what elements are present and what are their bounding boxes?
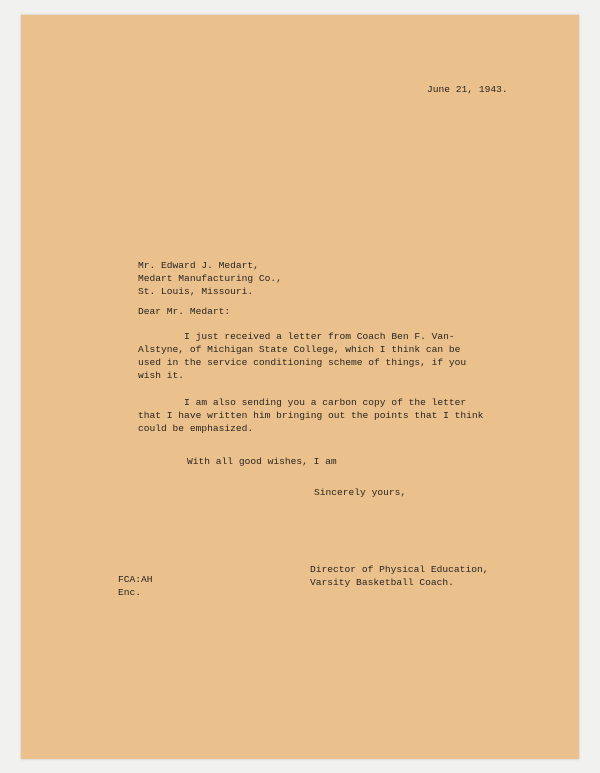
recipient-company: Medart Manufacturing Co., (138, 273, 282, 284)
body-paragraph-1 (138, 330, 466, 382)
body-paragraph-3: With all good wishes, I am (187, 456, 337, 467)
recipient-name: Mr. Edward J. Medart, (138, 260, 259, 271)
reference-line: FCA:AH (118, 574, 153, 585)
paragraph-line: wish it. (138, 370, 185, 381)
paragraph-line: I am also sending you a carbon copy of the letter (138, 397, 467, 408)
closing: Sincerely yours, (314, 487, 407, 498)
signature-line: Varsity Basketball Coach. (310, 577, 454, 588)
signature-title (310, 563, 488, 589)
reference-initials (118, 573, 153, 599)
body-paragraph-2 (138, 396, 483, 435)
paragraph-line: that I have written him bringing out the points that I think (138, 410, 484, 421)
letter-page (21, 15, 579, 759)
paragraph-line: I just received a letter from Coach Ben F. Van- (138, 331, 455, 342)
paragraph-line: Alstyne, of Michigan State College, which I think can be (138, 344, 461, 355)
recipient-address (138, 259, 282, 298)
paragraph-line: could be emphasized. (138, 423, 254, 434)
salutation: Dear Mr. Medart: (138, 306, 231, 317)
paragraph-line: used in the service conditioning scheme of things, if you (138, 357, 467, 368)
signature-line: Director of Physical Education, (310, 564, 489, 575)
letter-date: June 21, 1943. (427, 84, 508, 95)
recipient-city: St. Louis, Missouri. (138, 286, 254, 297)
enclosure-line: Enc. (118, 587, 142, 598)
